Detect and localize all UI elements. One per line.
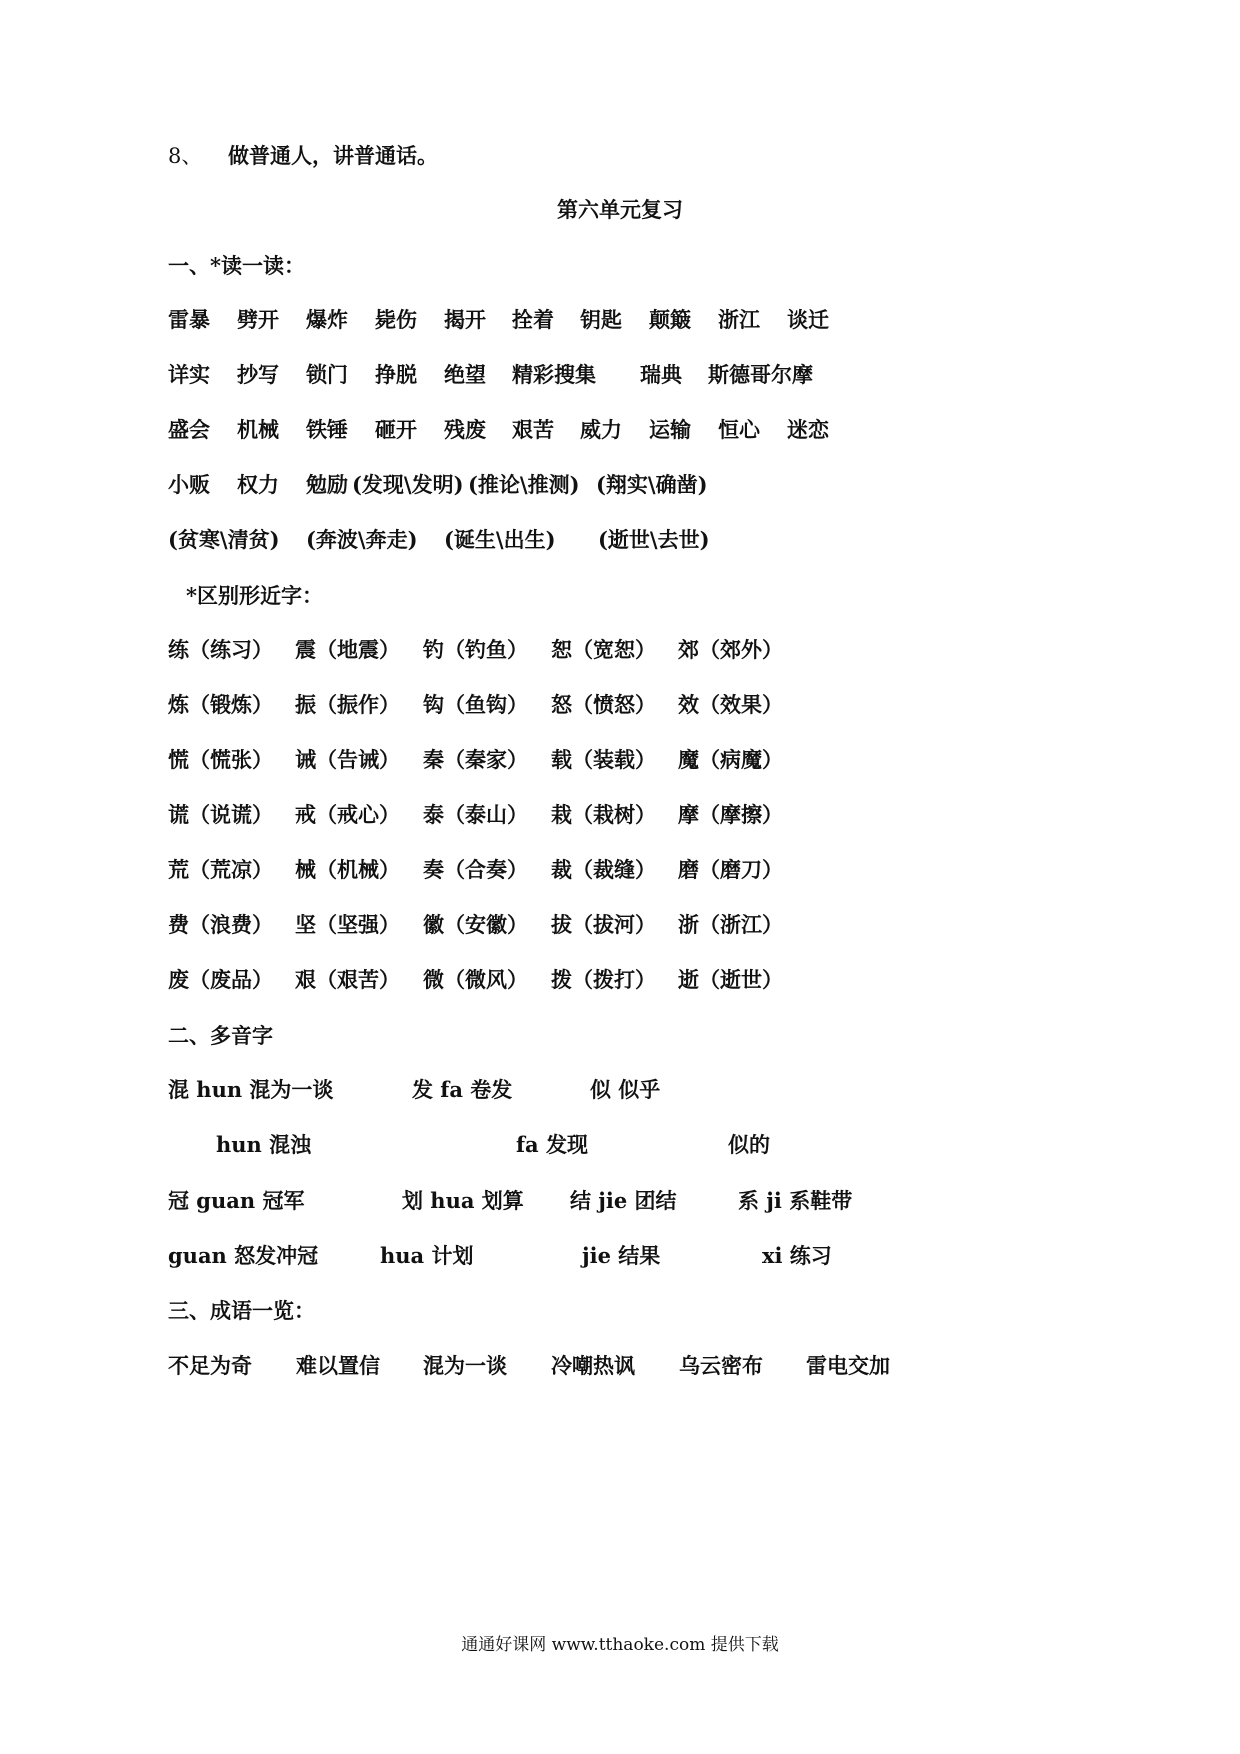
- similar-item: 秦（秦家）: [423, 747, 528, 772]
- polyphone-item: 似 似乎: [590, 1077, 661, 1102]
- similar-item: 诫（告诫）: [295, 747, 400, 772]
- similar-item: 摩（摩擦）: [678, 802, 783, 827]
- word: (逝世\去世): [598, 527, 710, 552]
- idiom: 不足为奇: [168, 1353, 252, 1378]
- word: 盛会: [168, 417, 210, 442]
- polyphone-item: 系 ji 系鞋带: [738, 1188, 853, 1213]
- similar-item: 怒（愤怒）: [551, 692, 656, 717]
- word: 谈迁: [787, 307, 829, 332]
- polyphone-item: hun 混浊: [216, 1132, 312, 1157]
- polyphone-item: 划 hua 划算: [402, 1188, 524, 1213]
- similar-item: 微（微风）: [423, 967, 528, 992]
- word: 迷恋: [787, 417, 829, 442]
- word: (奔波\奔走): [306, 527, 418, 552]
- idiom: 难以置信: [296, 1353, 380, 1378]
- similar-item: 奏（合奏）: [423, 857, 528, 882]
- similar-item: 裁（裁缝）: [551, 857, 656, 882]
- similar-item: 械（机械）: [295, 857, 400, 882]
- word: 勉励: [306, 472, 348, 497]
- similar-item: 拨（拨打）: [551, 967, 656, 992]
- word: 恒心: [718, 417, 760, 442]
- word: 小贩: [168, 472, 210, 497]
- item-number: 8、: [168, 144, 203, 168]
- similar-item: 振（振作）: [295, 692, 400, 717]
- word: 残废: [444, 417, 486, 442]
- polyphone-item: fa 发现: [516, 1132, 588, 1157]
- word: 威力: [580, 417, 622, 442]
- polyphone-item: xi 练习: [762, 1243, 832, 1268]
- similar-item: 栽（栽树）: [551, 802, 656, 827]
- similar-item: 慌（慌张）: [168, 747, 273, 772]
- word: 拴着: [512, 307, 554, 332]
- word: 锁门: [306, 362, 348, 387]
- word: 毙伤: [375, 307, 417, 332]
- idiom: 乌云密布: [679, 1353, 763, 1378]
- similar-item: 逝（逝世）: [678, 967, 783, 992]
- word: (发现\发明): [352, 472, 464, 497]
- similar-item: 戒（戒心）: [295, 802, 400, 827]
- word: 劈开: [237, 307, 279, 332]
- word: 浙江: [718, 307, 760, 332]
- similar-item: 徽（安徽）: [423, 912, 528, 937]
- page-title: 第六单元复习: [557, 197, 683, 222]
- word: 详实: [168, 362, 210, 387]
- polyphone-item: 发 fa 卷发: [412, 1077, 513, 1102]
- word: (诞生\出生): [444, 527, 556, 552]
- word: 绝望: [444, 362, 486, 387]
- word: (推论\推测): [468, 472, 580, 497]
- word: 机械: [237, 417, 279, 442]
- word: 运输: [649, 417, 691, 442]
- similar-item: 坚（坚强）: [295, 912, 400, 937]
- word: 抄写: [237, 362, 279, 387]
- word: 瑞典: [640, 362, 682, 387]
- word: 雷暴: [168, 307, 210, 332]
- polyphone-item: guan 怒发冲冠: [168, 1243, 319, 1268]
- word: 铁锤: [306, 417, 348, 442]
- similar-item: 拔（拔河）: [551, 912, 656, 937]
- word: 斯德哥尔摩: [708, 362, 813, 387]
- similar-item: 谎（说谎）: [168, 802, 273, 827]
- similar-item: 载（装载）: [551, 747, 656, 772]
- footer-text: 通通好课网 www.tthaoke.com 提供下载: [461, 1635, 779, 1655]
- word: 砸开: [375, 417, 417, 442]
- similar-item: 练（练习）: [168, 637, 273, 662]
- similar-item: 荒（荒凉）: [168, 857, 273, 882]
- word: (贫寒\清贫): [168, 527, 280, 552]
- similar-item: 郊（郊外）: [678, 637, 783, 662]
- section1-heading-text: 一、*读一读：: [168, 253, 305, 278]
- word: 颠簸: [649, 307, 691, 332]
- polyphone-item: 结 jie 团结: [570, 1188, 677, 1213]
- word: 精彩搜集: [512, 362, 596, 387]
- word: 挣脱: [375, 362, 417, 387]
- idiom: 混为一谈: [423, 1353, 507, 1378]
- similar-item: 效（效果）: [678, 692, 783, 717]
- idiom: 雷电交加: [806, 1353, 890, 1378]
- similar-item: 泰（泰山）: [423, 802, 528, 827]
- similar-item: 浙（浙江）: [678, 912, 783, 937]
- similar-item: 炼（锻炼）: [168, 692, 273, 717]
- word: 钥匙: [580, 307, 622, 332]
- similar-item: 钓（钓鱼）: [423, 637, 528, 662]
- similar-item: 恕（宽恕）: [551, 637, 656, 662]
- similar-subheading-text: *区别形近字：: [186, 583, 323, 608]
- similar-item: 磨（磨刀）: [678, 857, 783, 882]
- item-text: 做普通人，讲普通话。: [228, 143, 438, 168]
- similar-item: 费（浪费）: [168, 912, 273, 937]
- polyphone-item: jie 结果: [582, 1243, 661, 1268]
- polyphone-item: 混 hun 混为一谈: [168, 1077, 334, 1102]
- similar-item: 废（废品）: [168, 967, 273, 992]
- word: (翔实\确凿): [596, 472, 708, 497]
- word: 艰苦: [512, 417, 554, 442]
- word: 权力: [237, 472, 279, 497]
- polyphone-item: 冠 guan 冠军: [168, 1188, 305, 1213]
- section3-heading-text: 三、成语一览：: [168, 1298, 315, 1323]
- similar-item: 艰（艰苦）: [295, 967, 400, 992]
- similar-item: 钩（鱼钩）: [423, 692, 528, 717]
- idiom: 冷嘲热讽: [551, 1353, 635, 1378]
- word: 揭开: [444, 307, 486, 332]
- polyphone-item: 似的: [728, 1132, 770, 1157]
- section2-heading-text: 二、多音字: [168, 1023, 273, 1048]
- polyphone-item: hua 计划: [380, 1243, 474, 1268]
- similar-item: 震（地震）: [295, 637, 400, 662]
- similar-item: 魔（病魔）: [678, 747, 783, 772]
- word: 爆炸: [306, 307, 348, 332]
